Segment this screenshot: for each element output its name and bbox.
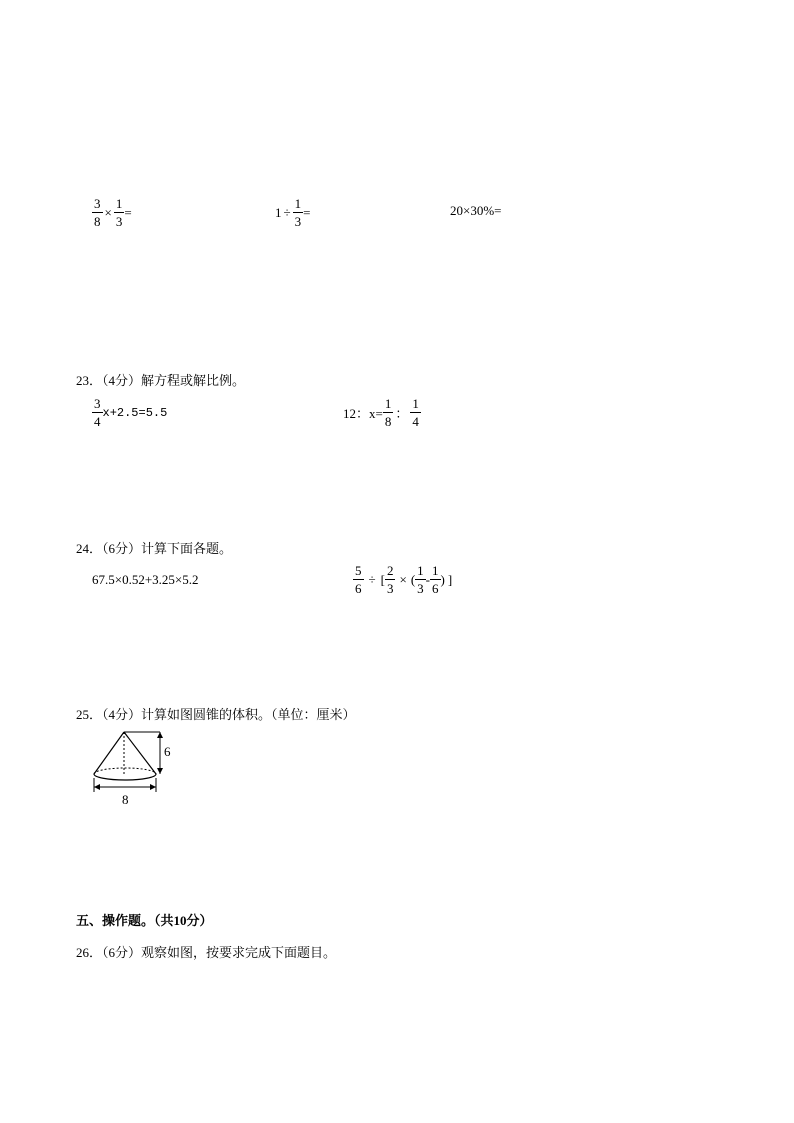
fraction: $\frac{1}{4}$ <box>412 396 419 429</box>
fraction: $\frac{1}{6}$ <box>432 563 439 596</box>
equation-1: $\frac{3}{4}$ x+2.5=5.5 <box>94 396 168 429</box>
diameter-label: 8 <box>122 792 129 807</box>
fraction: $\frac{1}{3}$ <box>115 196 123 229</box>
fraction: $\frac{3}{4}$ <box>94 396 101 429</box>
fraction: $\frac{1}{8}$ <box>384 396 392 429</box>
fraction: $\frac{1}{3}$ <box>417 563 424 596</box>
calc-expr-3: 20×30%= <box>450 203 502 218</box>
question-25-title: 25．（4分）计算如图圆锥的体积。（单位：厘米） <box>76 707 356 722</box>
expression-1: 67.5×0.52+3.25×5.2 <box>92 572 199 587</box>
expression-2: $\frac{5}{6}$ ÷ [ $\frac{2}{3}$ × ( $\frac{1}{3}$ - $\frac{1}{6}$ ) ] <box>355 563 453 596</box>
fraction: $\frac{5}{6}$ <box>355 563 362 596</box>
height-label: 6 <box>164 744 171 759</box>
fraction: $\frac{1}{3}$ <box>294 196 302 229</box>
cone-figure <box>86 726 186 810</box>
fraction: $\frac{3}{8}$ <box>94 196 101 229</box>
question-26-title: 26．（6分）观察如图，按要求完成下面题目。 <box>76 945 337 960</box>
question-24-title: 24．（6分）计算下面各题。 <box>76 541 233 556</box>
calc-expr-1: $\frac{3}{8}$ × $\frac{1}{3}$ = <box>94 196 132 229</box>
section-5-title: 五、操作题。（共10分） <box>76 913 213 928</box>
proportion-equation: 12：x= $\frac{1}{8}$ ： $\frac{1}{4}$ <box>343 396 419 429</box>
fraction: $\frac{2}{3}$ <box>386 563 394 596</box>
calc-expr-2: 1 ÷ $\frac{1}{3}$ = <box>275 196 311 229</box>
question-23-title: 23．（4分）解方程或解比例。 <box>76 373 246 388</box>
